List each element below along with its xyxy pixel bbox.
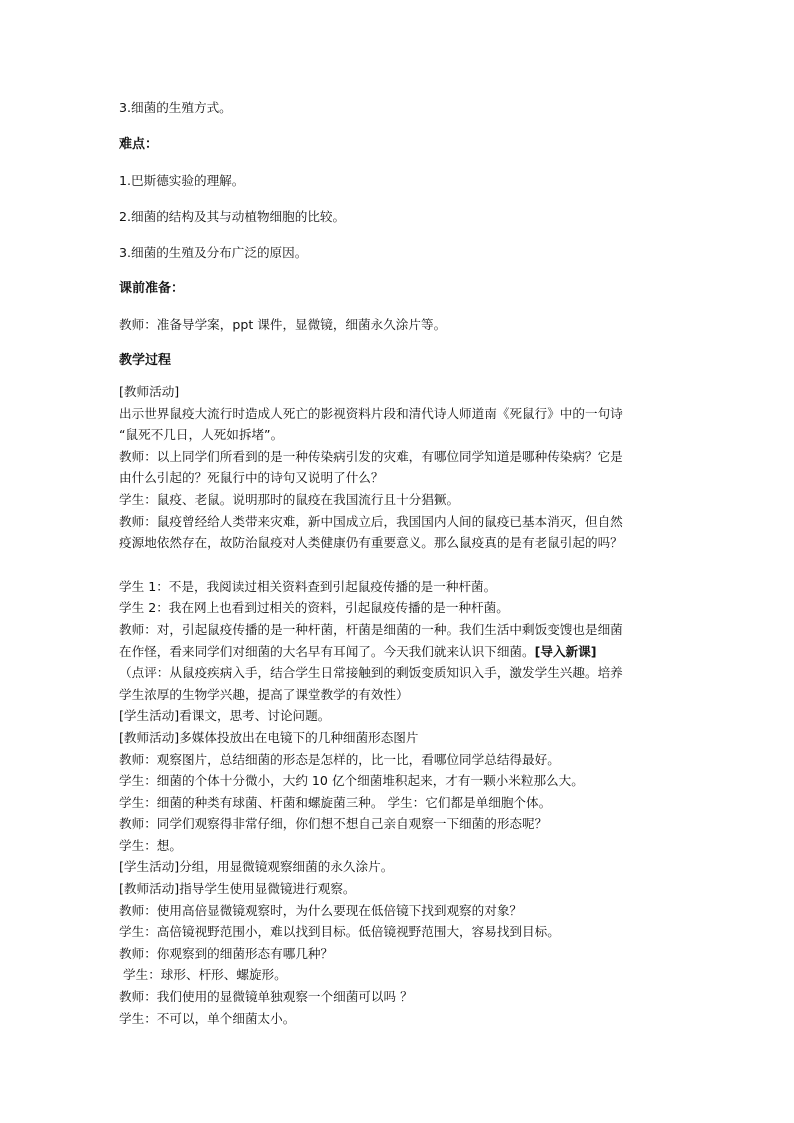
intro-new-lesson-tag: [导入新课] xyxy=(534,643,597,659)
difficulty-item-2: 2.细菌的结构及其与动植物细胞的比较。 xyxy=(119,209,346,224)
process-line: [教师活动]指导学生使用显微镜进行观察。 xyxy=(119,881,356,897)
process-line: “鼠死不几日，人死如拆堵”。 xyxy=(119,427,284,443)
document-page xyxy=(119,97,679,1029)
process-line: [学生活动]分组，用显微镜观察细菌的永久涂片。 xyxy=(119,859,394,875)
intro-line-text: 在作怪，看来同学们对细菌的大名早有耳闻了。今天我们就来认识下细菌。 xyxy=(119,643,535,659)
process-line: [学生活动]看课文，思考、讨论问题。 xyxy=(119,708,331,724)
process-line: 教师：鼠疫曾经给人类带来灾难，新中国成立后，我国国内人间的鼠疫已基本消灭，但自然 xyxy=(119,513,623,529)
process-line: [教师活动] xyxy=(119,384,180,399)
process-line: 学生：不可以，单个细菌太小。 xyxy=(119,1010,296,1026)
process-line: 教师：以上同学们所看到的是一种传染病引发的灾难，有哪位同学知道是哪种传染病？它是 xyxy=(119,448,623,464)
process-block-a xyxy=(119,381,679,554)
process-line: 教师：你观察到的细菌形态有哪几种？ xyxy=(119,945,334,961)
difficulty-heading: 难点： xyxy=(119,137,159,152)
process-line: 教师：我们使用的显微镜单独观察一个细菌可以吗 ？ xyxy=(119,989,413,1005)
prep-text: 教师：准备导学案，ppt 课件，显微镜，细菌永久涂片等。 xyxy=(119,317,447,332)
process-line: （点评：从鼠疫疾病入手，结合学生日常接触到的剩饭变质知识入手，激发学生兴趣。培养 xyxy=(119,665,623,681)
process-heading: 教学过程 xyxy=(119,353,172,368)
process-line: 疫源地依然存在，故防治鼠疫对人类健康仍有重要意义。那么鼠疫真的是有老鼠引起的吗？ xyxy=(119,535,623,551)
process-line: 教师：观察图片，总结细菌的形态是怎样的，比一比，看哪位同学总结得最好。 xyxy=(119,751,560,767)
process-line: [教师活动]多媒体投放出在电镜下的几种细菌形态图片 xyxy=(119,729,419,745)
process-line: 学生 2：我在网上也看到过相关的资料，引起鼠疫传播的是一种杆菌。 xyxy=(119,600,509,616)
process-line: 教师：使用高倍显微镜观察时，为什么要现在低倍镜下找到观察的对象？ xyxy=(119,902,522,918)
process-line: 学生：细菌的个体十分微小，大约 10 亿个细菌堆积起来，才有一颗小米粒那么大。 xyxy=(119,773,584,789)
process-line: 学生浓厚的生物学兴趣，提高了课堂教学的有效性） xyxy=(119,686,409,702)
blank-line xyxy=(119,554,679,576)
intro-line xyxy=(119,641,679,663)
process-line: 由什么引起的？死鼠行中的诗句又说明了什么？ xyxy=(119,470,384,486)
difficulty-item-1: 1.巴斯德实验的理解。 xyxy=(119,173,245,188)
process-line: 学生：鼠疫、老鼠。说明那时的鼠疫在我国流行且十分猖獗。 xyxy=(119,491,460,507)
difficulty-item-3: 3.细菌的生殖及分布广泛的原因。 xyxy=(119,245,308,260)
process-line: 教师：对，引起鼠疫传播的是一种杆菌，杆菌是细菌的一种。我们生活中剩饭变馊也是细菌 xyxy=(119,621,623,637)
process-line: 学生：高倍镜视野范围小，难以找到目标。低倍镜视野范围大，容易找到目标。 xyxy=(119,924,560,940)
process-line: 学生 1：不是，我阅读过相关资料查到引起鼠疫传播的是一种杆菌。 xyxy=(119,578,497,594)
process-line: 出示世界鼠疫大流行时造成人死亡的影视资料片段和清代诗人师道南《死鼠行》中的一句诗 xyxy=(119,405,623,421)
process-line: 教师：同学们观察得非常仔细，你们想不想自己亲自观察一下细菌的形态呢？ xyxy=(119,816,548,832)
prep-heading: 课前准备： xyxy=(119,281,185,296)
process-line: 学生：想。 xyxy=(119,837,182,853)
focus-item-3: 3.细菌的生殖方式。 xyxy=(119,100,232,115)
process-line: 学生：细菌的种类有球菌、杆菌和螺旋菌三种。 学生：它们都是单细胞个体。 xyxy=(119,794,552,810)
process-block-b xyxy=(119,576,679,1029)
process-line-shape-answer: 学生：球形、杆形、螺旋形。 xyxy=(123,967,287,983)
